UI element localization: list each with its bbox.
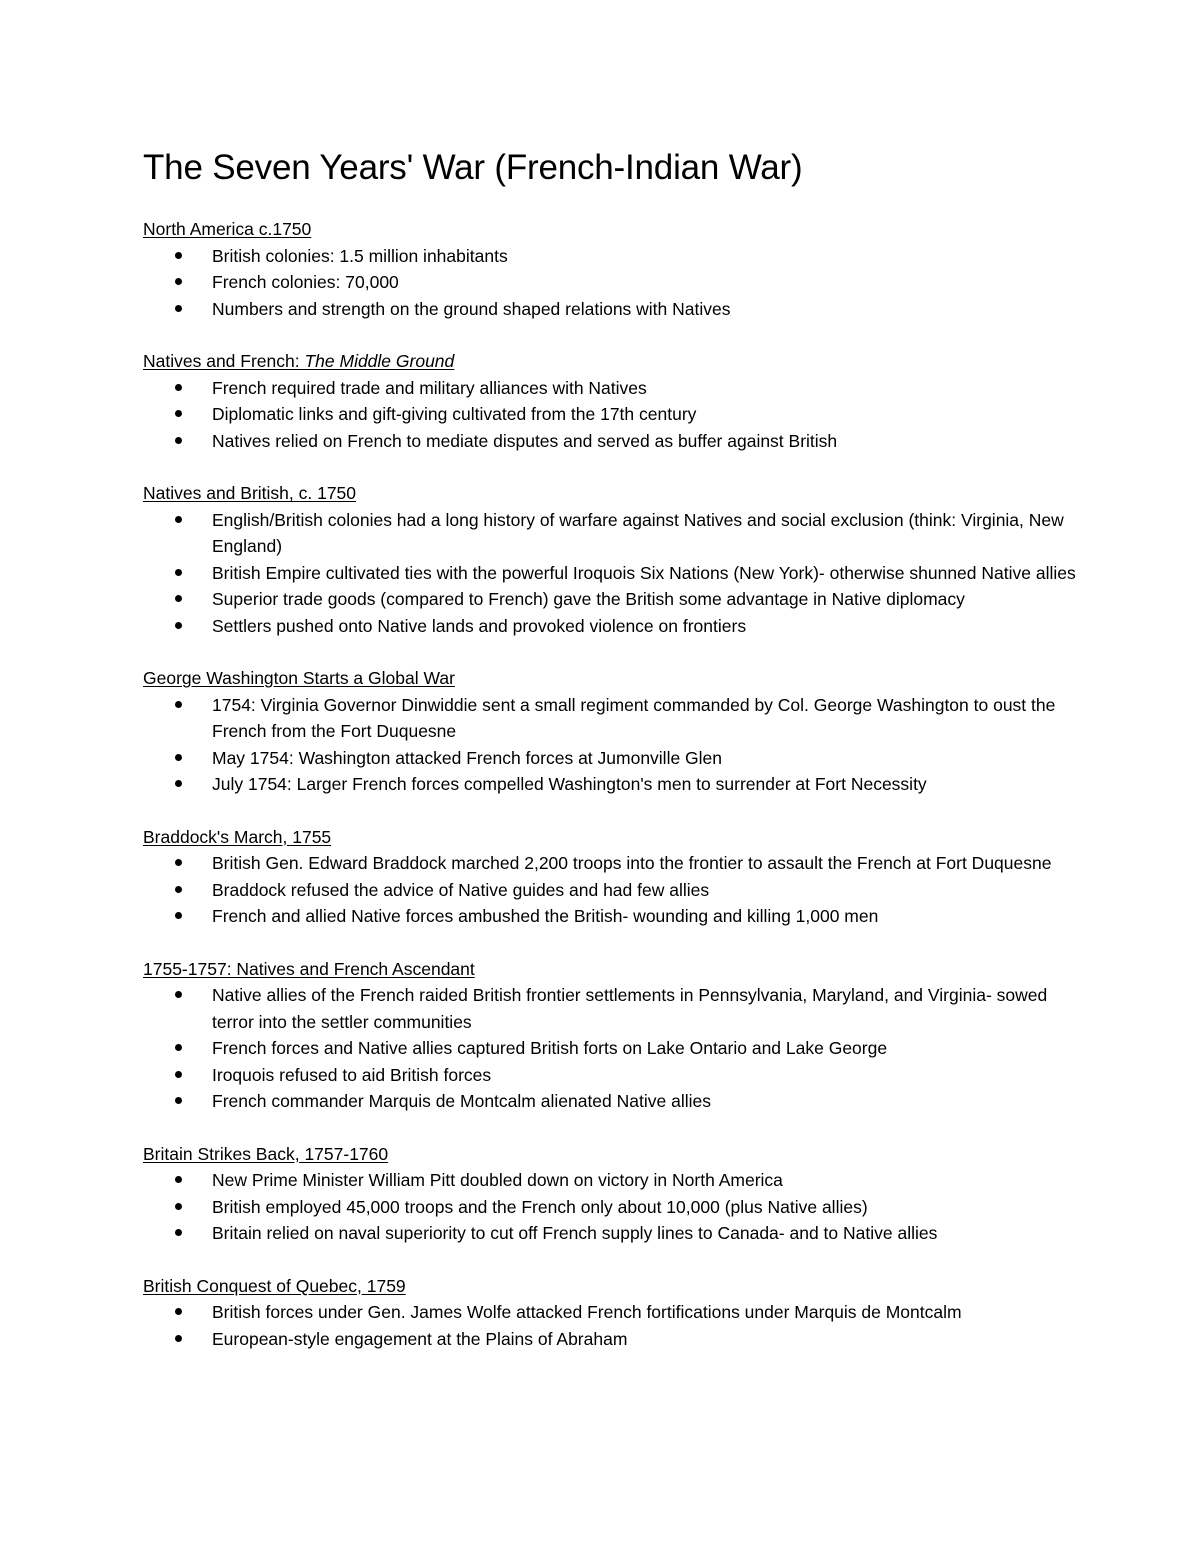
bullet-icon (175, 516, 182, 523)
list-item-text: British forces under Gen. James Wolfe attacked French fortifications under Marquis de Montcalm (212, 1302, 962, 1322)
list-item-text: French and allied Native forces ambushed the British- wounding and killing 1,000 men (212, 906, 879, 926)
list-item (143, 507, 1083, 560)
section-natives-and-french (143, 348, 1083, 454)
list-item (143, 1326, 1083, 1353)
list-item-text: Braddock refused the advice of Native guides and had few allies (212, 879, 710, 900)
bullet-icon (175, 859, 182, 866)
list-item-text: French commander Marquis de Montcalm alienated Native allies (212, 1091, 711, 1111)
section-natives-french-ascendant (143, 956, 1083, 1115)
list-item-text: Native allies of the French raided British frontier settlements in Pennsylvania, Maryland, and Virginia- sowed terror into the settler communities (212, 985, 1048, 1032)
bullet-icon (175, 252, 182, 259)
list-item-text: 1754: Virginia Governor Dinwiddie sent a small regiment commanded by Col. George Washington to oust the French from the Fort Duquesne (212, 694, 1056, 741)
bullet-icon (175, 780, 182, 787)
list-item (143, 296, 1083, 323)
list-item-text: July 1754: Larger French forces compelled Washington's men to surrender at Fort Necessity (212, 774, 927, 794)
document-page (143, 146, 1083, 1378)
bullet-icon (175, 701, 182, 708)
section-north-america (143, 216, 1083, 322)
bullet-icon (175, 305, 182, 312)
bullet-icon (175, 1176, 182, 1183)
bullet-icon (175, 1308, 182, 1315)
section-heading: Britain Strikes Back, 1757-1760 (143, 1143, 389, 1164)
document-title: The Seven Years' War (French-Indian War) (143, 148, 803, 187)
list-item (143, 1194, 1083, 1221)
bullet-icon (175, 1071, 182, 1078)
bullet-icon (175, 410, 182, 417)
bullet-icon (175, 384, 182, 391)
bullet-icon (175, 1335, 182, 1342)
bullet-icon (175, 912, 182, 919)
list-item (143, 850, 1083, 877)
bullet-icon (175, 991, 182, 998)
list-item-text: British Empire cultivated ties with the powerful Iroquois Six Nations (New York)- otherwise shunned Native allies (212, 562, 1076, 583)
bullet-icon (175, 437, 182, 444)
bullet-icon (175, 1044, 182, 1051)
list-item (143, 401, 1083, 428)
list-item-text: Numbers and strength on the ground shaped relations with Natives (212, 298, 731, 319)
bullet-icon (175, 886, 182, 893)
list-item (143, 1088, 1083, 1115)
list-item (143, 375, 1083, 402)
bullet-list (143, 243, 1083, 323)
list-item (143, 428, 1083, 455)
list-item-text: British employed 45,000 troops and the French only about 10,000 (plus Native allies) (212, 1196, 868, 1217)
list-item-text: Britain relied on naval superiority to cut off French supply lines to Canada- and to Native allies (212, 1223, 938, 1243)
bullet-icon (175, 278, 182, 285)
bullet-icon (175, 622, 182, 629)
bullet-list (143, 850, 1083, 930)
list-item (143, 771, 1083, 798)
bullet-icon (175, 1203, 182, 1210)
list-item (143, 1220, 1083, 1247)
list-item (143, 1299, 1083, 1326)
bullet-list (143, 1167, 1083, 1247)
bullet-icon (175, 1097, 182, 1104)
list-item (143, 560, 1083, 587)
section-heading: Braddock's March, 1755 (143, 826, 332, 847)
list-item (143, 1035, 1083, 1062)
list-item (143, 692, 1083, 745)
list-item-text: European-style engagement at the Plains of Abraham (212, 1328, 628, 1349)
section-heading-italic: The Middle Ground (304, 351, 455, 371)
list-item (143, 982, 1083, 1035)
list-item (143, 1062, 1083, 1089)
bullet-list (143, 1299, 1083, 1352)
list-item-text: Natives relied on French to mediate disputes and served as buffer against British (212, 430, 838, 451)
section-heading: British Conquest of Quebec, 1759 (143, 1275, 406, 1296)
section-conquest-of-quebec (143, 1273, 1083, 1353)
section-heading: 1755-1757: Natives and French Ascendant (143, 958, 475, 979)
bullet-list (143, 982, 1083, 1115)
section-heading (143, 348, 1083, 375)
list-item-text: English/British colonies had a long history of warfare against Natives and social exclusion (think: Virginia, New England) (212, 509, 1064, 556)
list-item-text: French colonies: 70,000 (212, 272, 399, 292)
list-item (143, 613, 1083, 640)
section-natives-and-british (143, 480, 1083, 639)
section-heading: North America c.1750 (143, 219, 312, 239)
bullet-icon (175, 595, 182, 602)
list-item (143, 1167, 1083, 1194)
list-item (143, 586, 1083, 613)
list-item-text: Diplomatic links and gift-giving cultivated from the 17th century (212, 404, 697, 424)
list-item (143, 269, 1083, 296)
bullet-icon (175, 569, 182, 576)
bullet-list (143, 507, 1083, 640)
list-item-text: French required trade and military alliances with Natives (212, 377, 647, 398)
bullet-list (143, 692, 1083, 798)
list-item-text: May 1754: Washington attacked French forces at Jumonville Glen (212, 747, 723, 768)
list-item-text: British colonies: 1.5 million inhabitants (212, 245, 508, 266)
list-item (143, 903, 1083, 930)
list-item-text: French forces and Native allies captured British forts on Lake Ontario and Lake George (212, 1038, 888, 1058)
bullet-icon (175, 1229, 182, 1236)
section-heading: Natives and British, c. 1750 (143, 483, 357, 503)
bullet-list (143, 375, 1083, 455)
list-item-text: New Prime Minister William Pitt doubled down on victory in North America (212, 1170, 783, 1190)
section-britain-strikes-back (143, 1141, 1083, 1247)
list-item (143, 243, 1083, 270)
section-washington-global-war (143, 665, 1083, 798)
list-item-text: Settlers pushed onto Native lands and provoked violence on frontiers (212, 615, 747, 636)
section-braddocks-march (143, 824, 1083, 930)
list-item-text: Superior trade goods (compared to French) gave the British some advantage in Native diplomacy (212, 589, 965, 609)
list-item (143, 877, 1083, 904)
section-heading: George Washington Starts a Global War (143, 668, 455, 688)
bullet-icon (175, 754, 182, 761)
list-item-text: British Gen. Edward Braddock marched 2,200 troops into the frontier to assault the French at Fort Duquesne (212, 853, 1052, 873)
section-heading-text: Natives and French: (143, 351, 305, 371)
list-item-text: Iroquois refused to aid British forces (212, 1064, 492, 1085)
list-item (143, 745, 1083, 772)
